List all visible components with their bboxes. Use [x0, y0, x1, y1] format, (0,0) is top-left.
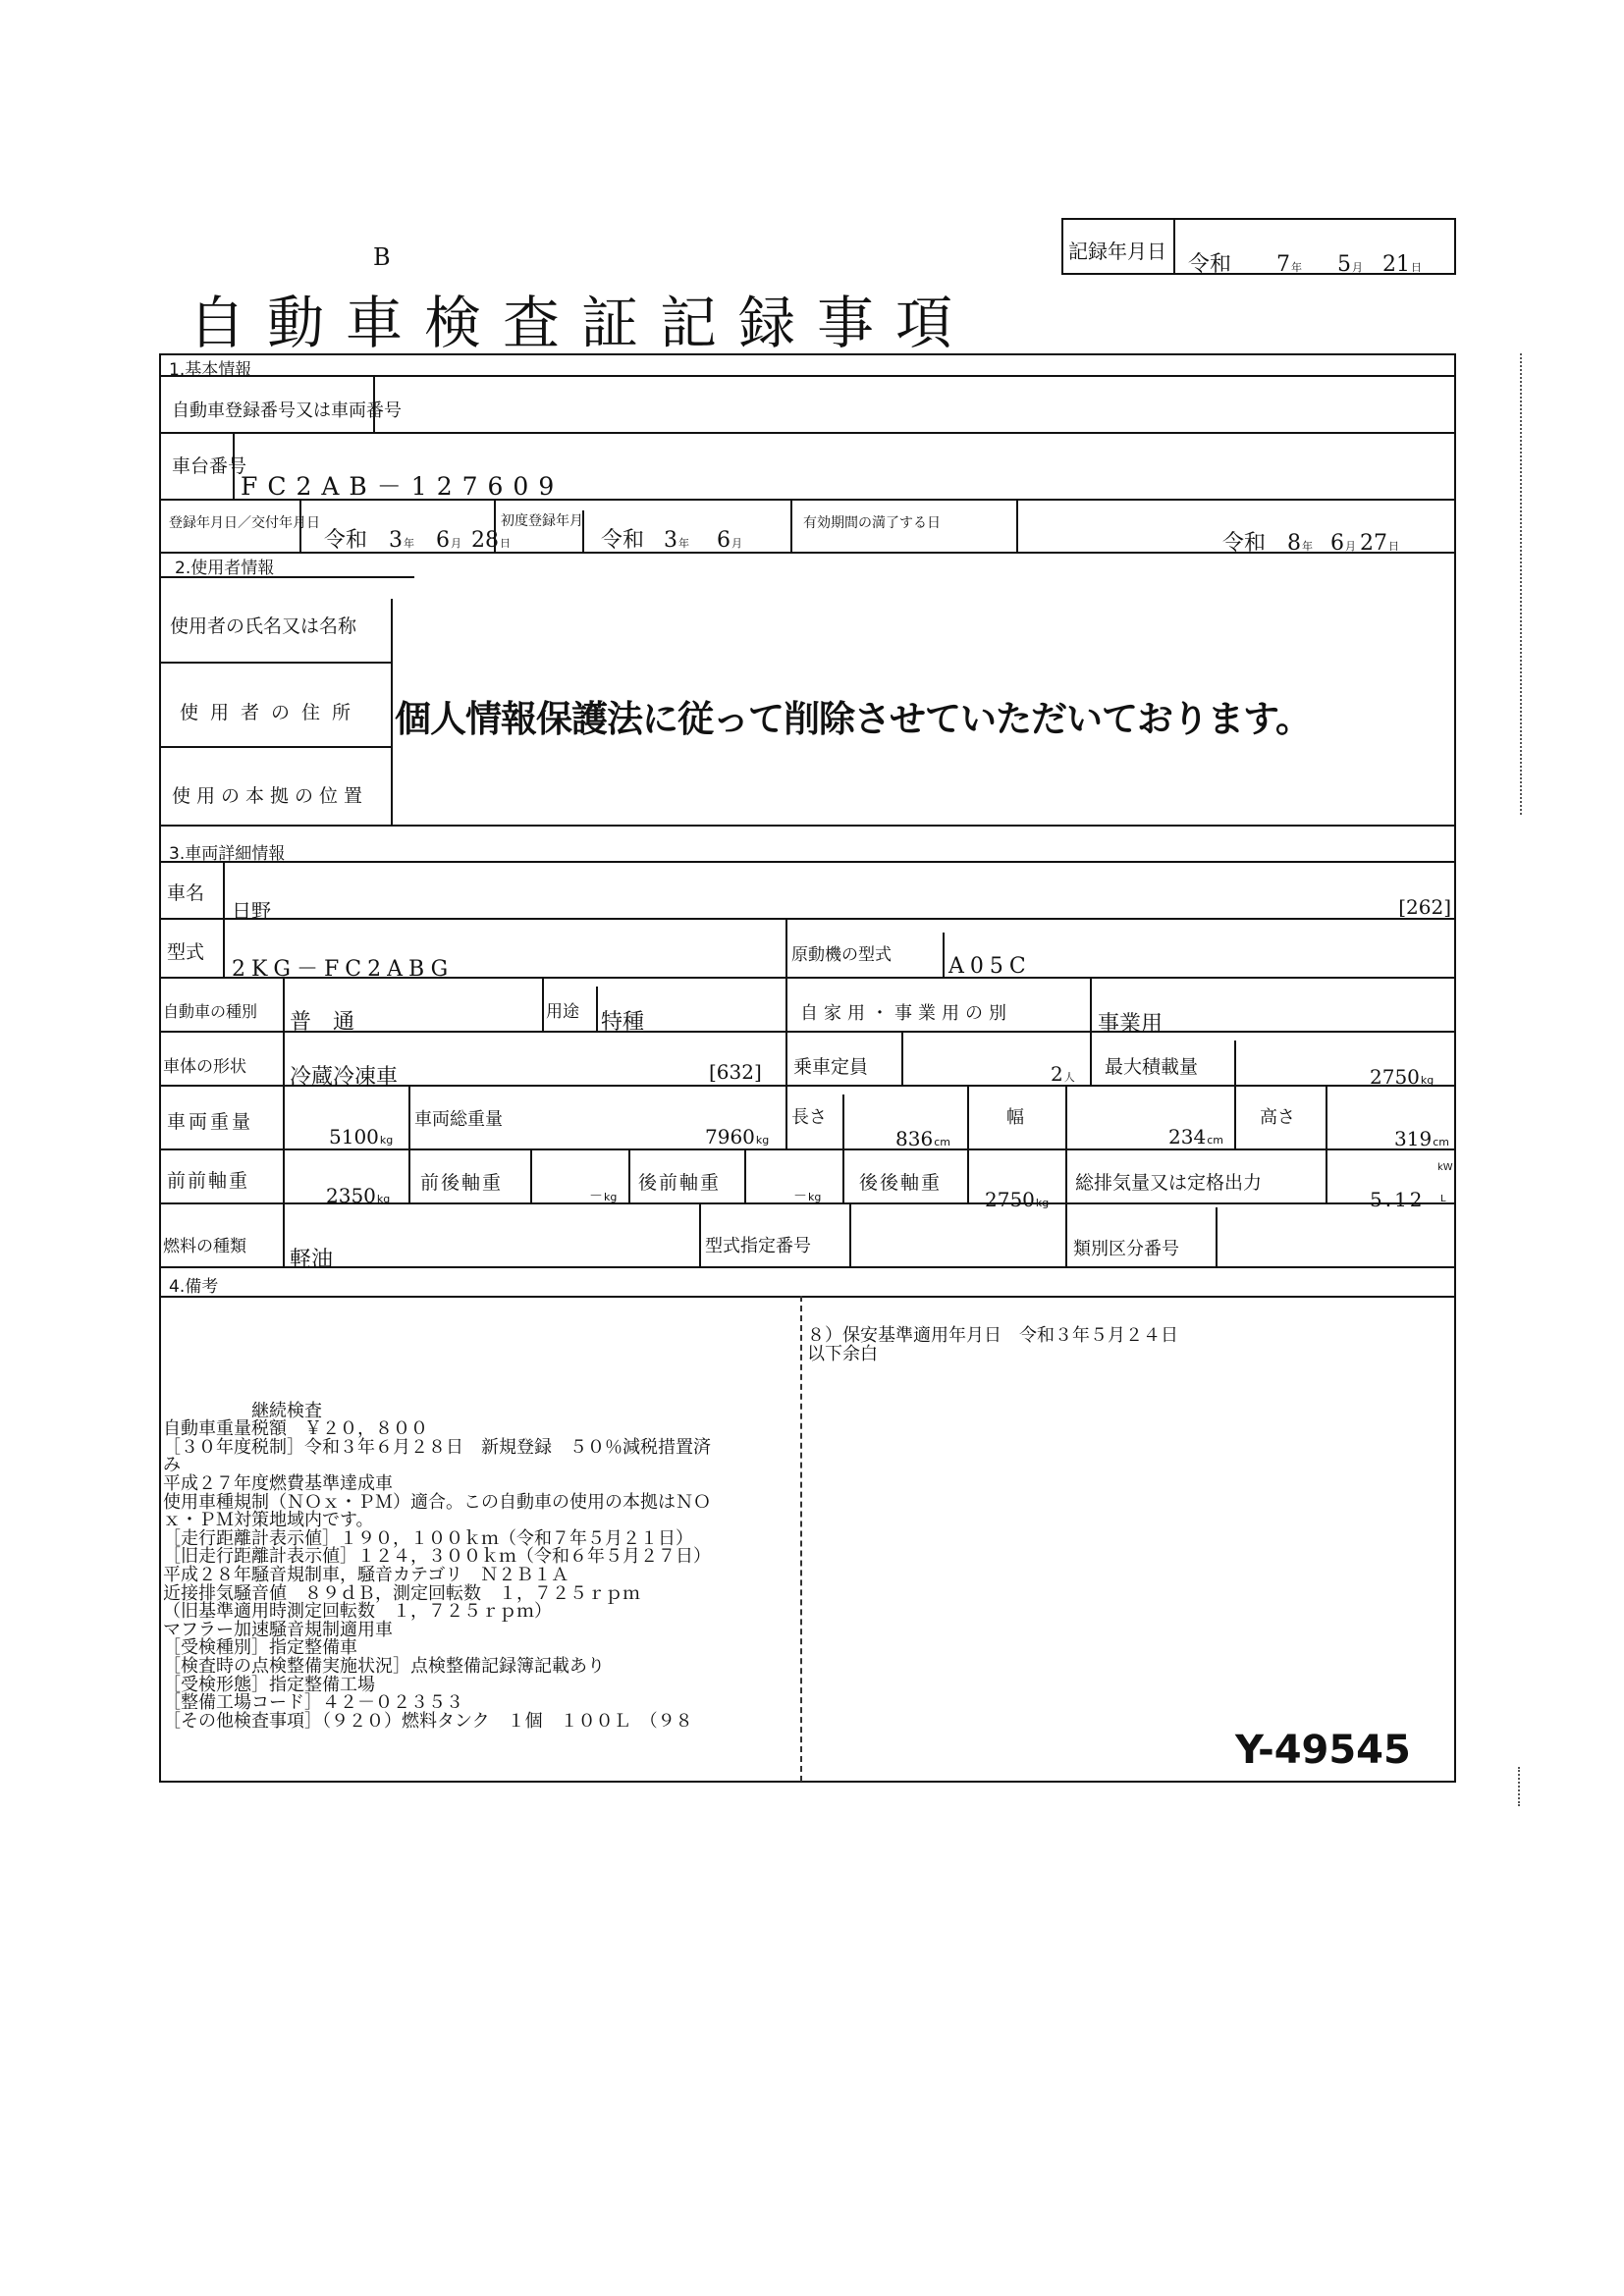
vehicle-kind-value: 普 通: [290, 1010, 355, 1035]
chassis-number-value: FC2AB－127609: [241, 472, 565, 501]
chassis-number-label: 車台番号: [172, 455, 247, 477]
col-line: [1090, 1031, 1092, 1085]
user-address-label: 使用者の住所: [180, 702, 363, 723]
capacity-label: 乗車定員: [793, 1056, 869, 1078]
record-date-label: 記録年月日: [1068, 240, 1166, 263]
scan-edge-artifact: [1520, 353, 1522, 815]
col-line: [373, 375, 375, 432]
front-rear-axle-value: －kg: [589, 1189, 618, 1204]
category-number-label: 類別区分番号: [1073, 1239, 1179, 1259]
remark-line: み: [163, 1455, 181, 1476]
remarks-right: [807, 1308, 1178, 1382]
remark-line: （旧基準適用時測定回転数 １，７２５ｒｐｍ）: [163, 1601, 552, 1623]
col-line: [494, 499, 496, 552]
length-value: 836cm: [895, 1127, 950, 1150]
col-line: [785, 977, 787, 1031]
remark-line: 自動車重量税額 ￥２０，８００: [163, 1418, 428, 1440]
section4-heading: 4.備考: [169, 1277, 219, 1297]
car-name-value: 日野: [232, 899, 271, 923]
row-line: [159, 746, 393, 748]
col-line: [1326, 1148, 1327, 1202]
front-front-axle-value: 2350kg: [326, 1184, 391, 1207]
base-location-label: 使用の本拠の位置: [172, 785, 369, 807]
col-line: [283, 1148, 285, 1202]
gross-weight-value: 7960kg: [705, 1125, 770, 1148]
col-line: [1090, 977, 1092, 1031]
capacity-value: 2人: [1051, 1062, 1075, 1086]
col-line: [283, 977, 285, 1031]
col-line: [842, 1095, 844, 1148]
height-value: 319cm: [1394, 1127, 1449, 1150]
first-registration-label: 初度登録年月: [501, 513, 583, 529]
remark-line: ［整備工場コード］４２－０２３５３: [163, 1692, 463, 1714]
col-line: [582, 510, 584, 552]
body-shape-label: 車体の形状: [163, 1057, 246, 1077]
page-title: 自動車検査証記録事項: [189, 290, 975, 356]
issue-date-label: 登録年月日／交付年月日: [169, 515, 320, 531]
remark-line: ｘ・ＰＭ対策地域内です。: [163, 1510, 374, 1531]
remark-line: ［受検種別］指定整備車: [163, 1637, 357, 1659]
row-line: [159, 1031, 1456, 1033]
remark-line: ［３０年度税制］令和３年６月２８日 新規登録 ５０％減税措置済: [163, 1436, 711, 1458]
record-date-value: 令和 7年 5月 21日: [1188, 252, 1423, 277]
col-line: [1016, 499, 1018, 552]
col-line: [628, 1148, 630, 1202]
col-line: [1216, 1207, 1218, 1266]
col-line: [901, 1031, 903, 1085]
col-line: [1065, 1148, 1067, 1202]
rear-rear-axle-value: 2750kg: [985, 1188, 1050, 1211]
row-line: [159, 552, 1456, 554]
front-rear-axle-label: 前後軸重: [420, 1172, 504, 1194]
purpose-label: 用途: [546, 1002, 579, 1022]
col-line: [1234, 1085, 1236, 1148]
row-line: [159, 918, 1456, 920]
remark-line: 平成２８年騒音規制車，騒音カテゴリ Ｎ２Ｂ１Ａ: [163, 1564, 569, 1585]
remark-line: ［走行距離計表示値］１９０，１００ｋｍ（令和７年５月２１日）: [163, 1527, 693, 1549]
vehicle-weight-value: 5100kg: [329, 1125, 394, 1148]
section3-heading: 3.車両詳細情報: [169, 844, 286, 864]
privacy-notice: 個人情報保護法に従って削除させていただいております。: [395, 698, 1312, 740]
fuel-label: 燃料の種類: [163, 1237, 246, 1256]
private-business-label: 自家用・事業用の別: [800, 1003, 1012, 1024]
user-name-label: 使用者の氏名又は名称: [170, 615, 357, 637]
col-line: [1065, 1202, 1067, 1266]
record-date-day: 21: [1382, 252, 1411, 277]
private-business-value: 事業用: [1098, 1012, 1164, 1037]
col-line: [785, 1085, 787, 1148]
col-line: [785, 918, 787, 977]
record-date-era: 令和: [1188, 252, 1232, 277]
col-line: [283, 1085, 285, 1148]
remark-line: ［検査時の点検整備実施状況］点検整備記録簿記載あり: [163, 1655, 605, 1677]
row-line: [159, 1266, 1456, 1268]
displacement-label: 総排気量又は定格出力: [1075, 1172, 1263, 1194]
col-line: [699, 1202, 701, 1266]
width-value: 234cm: [1168, 1125, 1223, 1148]
col-line: [842, 1148, 844, 1202]
form-mark: B: [373, 243, 391, 271]
col-line: [967, 1085, 969, 1148]
row-line: [159, 499, 1456, 501]
width-label: 幅: [1006, 1107, 1024, 1128]
expiry-date-label: 有効期間の満了する日: [803, 515, 941, 531]
row-line: [159, 861, 1456, 863]
engine-model-value: A05C: [948, 954, 1032, 979]
row-line: [159, 432, 1456, 434]
engine-model-label: 原動機の型式: [791, 945, 892, 965]
row-line: [159, 662, 393, 664]
vehicle-kind-label: 自動車の種別: [163, 1002, 258, 1021]
col-line: [542, 977, 544, 1031]
col-line: [223, 861, 225, 918]
fuel-value: 軽油: [290, 1248, 334, 1272]
vehicle-weight-label: 車両重量: [167, 1111, 254, 1133]
first-registration-value: 令和 3年 6月: [601, 528, 743, 553]
row-line: [159, 375, 1456, 377]
displacement-unit-kw: kW: [1437, 1162, 1453, 1173]
record-date-month: 5: [1337, 252, 1352, 277]
col-line: [408, 1085, 410, 1148]
row-line: [159, 1148, 1456, 1150]
max-load-label: 最大積載量: [1105, 1056, 1199, 1078]
remark-line: 近接排気騒音値 ８９ｄＢ，測定回転数 １，７２５ｒｐｍ: [163, 1582, 640, 1604]
gross-weight-label: 車両総重量: [414, 1109, 503, 1130]
remark-line: マフラー加速騒音規制適用車: [163, 1619, 393, 1640]
body-shape-code: [632]: [709, 1060, 762, 1084]
record-date-divider: [1173, 218, 1175, 275]
purpose-value: 特種: [601, 1010, 645, 1035]
car-name-label: 車名: [167, 882, 205, 904]
row-line: [159, 977, 1456, 979]
issue-date-value: 令和 3年 6月 28日: [324, 528, 512, 553]
rear-front-axle-value: －kg: [793, 1189, 822, 1204]
remark-line: ８）保安基準適用年月日 令和３年５月２４日: [807, 1325, 1178, 1346]
type-designation-label: 型式指定番号: [705, 1236, 811, 1256]
remark-line: 継続検査: [163, 1400, 322, 1421]
height-label: 高さ: [1260, 1107, 1295, 1128]
front-front-axle-label: 前前軸重: [167, 1170, 250, 1192]
model-value: 2KG－FC2ABG: [232, 957, 455, 982]
displacement-unit-l: L: [1440, 1194, 1446, 1204]
col-line: [299, 499, 301, 552]
notes-divider: [800, 1296, 802, 1782]
body-shape-value: 冷蔵冷凍車: [290, 1065, 399, 1090]
car-name-code: [262]: [1398, 895, 1451, 919]
col-line: [233, 432, 235, 499]
col-line: [1234, 1041, 1236, 1085]
col-line: [785, 1031, 787, 1085]
row-line: [159, 1085, 1456, 1087]
remark-line: ［受検形態］指定整備工場: [163, 1674, 375, 1695]
remark-line: 平成２７年度燃費基準達成車: [163, 1472, 393, 1494]
row-line: [159, 1202, 1456, 1204]
col-line: [596, 987, 598, 1031]
expiry-date-value: 令和 8年 6月 27日: [1222, 531, 1400, 556]
section2-heading: 2.使用者情報: [175, 559, 275, 578]
col-line: [530, 1148, 532, 1202]
row-line: [159, 576, 414, 578]
record-date-year: 7: [1276, 252, 1291, 277]
col-line: [849, 1202, 851, 1266]
max-load-value: 2750kg: [1370, 1065, 1435, 1089]
col-line: [943, 933, 945, 977]
rear-rear-axle-label: 後後軸重: [859, 1172, 943, 1194]
row-line: [159, 1296, 1456, 1298]
col-line: [223, 918, 225, 977]
col-line: [283, 1202, 285, 1266]
document-serial: Y-49545: [1235, 1728, 1411, 1773]
rear-front-axle-label: 後前軸重: [638, 1172, 722, 1194]
remark-line: 以下余白: [807, 1344, 878, 1364]
displacement-value: 5.12: [1370, 1188, 1426, 1211]
col-line: [967, 1148, 969, 1202]
section1-heading: 1.基本情報: [169, 360, 252, 380]
length-label: 長さ: [791, 1107, 827, 1128]
remark-line: ［旧走行距離計表示値］１２４，３００ｋｍ（令和６年５月２７日）: [163, 1546, 711, 1568]
col-line: [283, 1031, 285, 1085]
scan-edge-artifact: [1518, 1767, 1520, 1806]
col-line: [408, 1148, 410, 1202]
col-line: [1065, 1085, 1067, 1148]
registration-number-label: 自動車登録番号又は車両番号: [172, 400, 402, 421]
model-label: 型式: [167, 941, 205, 963]
col-line: [391, 599, 393, 825]
col-line: [744, 1148, 746, 1202]
remarks-left: [163, 1384, 711, 1749]
remark-line: ［その他検査事項］（９２０）燃料タンク １個 １００Ｌ （９８: [163, 1710, 693, 1732]
col-line: [790, 499, 792, 552]
row-line: [159, 825, 1456, 827]
remark-line: 使用車種規制（ＮＯｘ・ＰＭ）適合。この自動車の使用の本拠はＮＯ: [163, 1491, 711, 1513]
col-line: [1326, 1085, 1327, 1148]
